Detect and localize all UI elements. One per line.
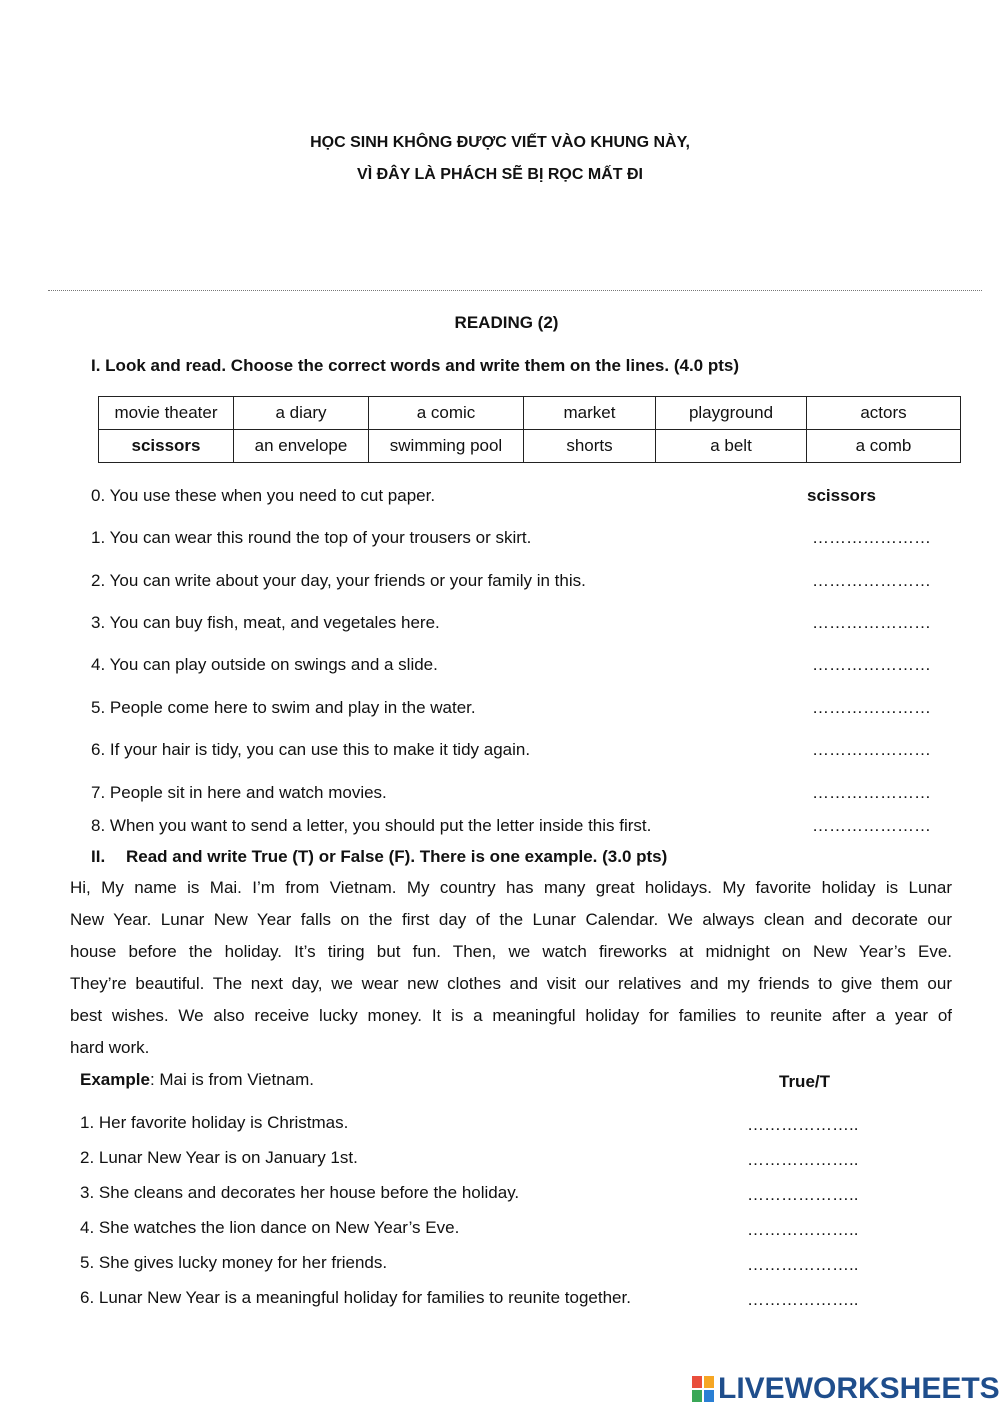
answer-blank-6[interactable]: ………………… (812, 740, 931, 759)
statement-3: 3. She cleans and decorates her house before the holiday. (80, 1183, 520, 1202)
part2-heading: Read and write True (T) or False (F). There is one example. (3.0 pts) (126, 847, 668, 866)
question-5: 5. People come here to swim and play in the water. (91, 698, 476, 717)
tf-blank-2[interactable]: ……………….. (747, 1150, 859, 1169)
passage-line: New Year. Lunar New Year falls on the first day of the Lunar Calendar. We always clean and decorate our (70, 910, 952, 929)
example-answer: True/T (779, 1072, 831, 1091)
word-bank-row (99, 397, 961, 430)
passage-line: They’re beautiful. The next day, we wear new clothes and visit our relatives and my friends to give them our (70, 974, 952, 993)
question-7: 7. People sit in here and watch movies. (91, 783, 387, 802)
part2-heading-number: II. (91, 847, 106, 866)
question-6: 6. If your hair is tidy, you can use this to make it tidy again. (91, 740, 531, 759)
statement-4: 4. She watches the lion dance on New Year’s Eve. (80, 1218, 460, 1237)
word-cell: a belt (656, 430, 807, 463)
passage-line: hard work. (70, 1038, 150, 1057)
word-cell: playground (656, 397, 807, 430)
statement-5: 5. She gives lucky money for her friends. (80, 1253, 388, 1272)
word-cell: shorts (524, 430, 656, 463)
answer-blank-3[interactable]: ………………… (812, 613, 931, 632)
word-bank-row (99, 430, 961, 463)
word-cell: scissors (99, 430, 234, 463)
example-text: : Mai is from Vietnam. (149, 1070, 315, 1089)
answer-blank-8[interactable]: ………………… (812, 816, 931, 835)
brand-name: LIVEWORKSHEETS (718, 1372, 1000, 1405)
answer-blank-4[interactable]: ………………… (812, 655, 931, 674)
statement-1: 1. Her favorite holiday is Christmas. (80, 1113, 349, 1132)
question-1: 1. You can wear this round the top of your trousers or skirt. (91, 528, 532, 547)
word-cell: swimming pool (369, 430, 524, 463)
section-title: READING (2) (454, 313, 559, 332)
answer-blank-5[interactable]: ………………… (812, 698, 931, 717)
liveworksheets-icon (692, 1376, 714, 1402)
word-bank-table (98, 396, 961, 463)
answer-0: scissors (807, 486, 876, 505)
word-cell: a comic (369, 397, 524, 430)
answer-blank-7[interactable]: ………………… (812, 783, 931, 802)
part1-heading: I. Look and read. Choose the correct words and write them on the lines. (4.0 pts) (91, 356, 740, 375)
tf-blank-1[interactable]: ……………….. (747, 1115, 859, 1134)
notice-line-1: HỌC SINH KHÔNG ĐƯỢC VIẾT VÀO KHUNG NÀY, (310, 134, 690, 151)
divider (48, 290, 982, 291)
word-cell: a diary (234, 397, 369, 430)
tf-blank-4[interactable]: ……………….. (747, 1220, 859, 1239)
tf-blank-5[interactable]: ……………….. (747, 1255, 859, 1274)
passage-line: house before the holiday. It’s tiring but fun. Then, we watch fireworks at midnight on New Year’s Eve. (70, 942, 952, 961)
notice-line-2: VÌ ĐÂY LÀ PHÁCH SẼ BỊ RỌC MẤT ĐI (357, 166, 643, 183)
word-cell: a comb (807, 430, 961, 463)
answer-blank-1[interactable]: ………………… (812, 528, 931, 547)
reading-passage (70, 872, 952, 1064)
question-3: 3. You can buy fish, meat, and vegetales here. (91, 613, 440, 632)
passage-line: Hi, My name is Mai. I’m from Vietnam. My country has many great holidays. My favorite holiday is Lunar (70, 878, 952, 897)
example-row (80, 1070, 314, 1090)
tf-blank-6[interactable]: ……………….. (747, 1290, 859, 1309)
passage-line: best wishes. We also receive lucky money. It is a meaningful holiday for families to reunite after a year of (70, 1006, 952, 1025)
statement-6: 6. Lunar New Year is a meaningful holiday for families to reunite together. (80, 1288, 631, 1307)
question-2: 2. You can write about your day, your friends or your family in this. (91, 571, 586, 590)
question-0: 0. You use these when you need to cut paper. (91, 486, 436, 505)
word-cell: movie theater (99, 397, 234, 430)
answer-blank-2[interactable]: ………………… (812, 571, 931, 590)
question-8: 8. When you want to send a letter, you should put the letter inside this first. (91, 816, 652, 835)
word-cell: market (524, 397, 656, 430)
example-label: Example (80, 1070, 150, 1089)
tf-blank-3[interactable]: ……………….. (747, 1185, 859, 1204)
brand-logo[interactable] (692, 1372, 1000, 1406)
question-4: 4. You can play outside on swings and a slide. (91, 655, 438, 674)
word-cell: an envelope (234, 430, 369, 463)
word-cell: actors (807, 397, 961, 430)
statement-2: 2. Lunar New Year is on January 1st. (80, 1148, 358, 1167)
